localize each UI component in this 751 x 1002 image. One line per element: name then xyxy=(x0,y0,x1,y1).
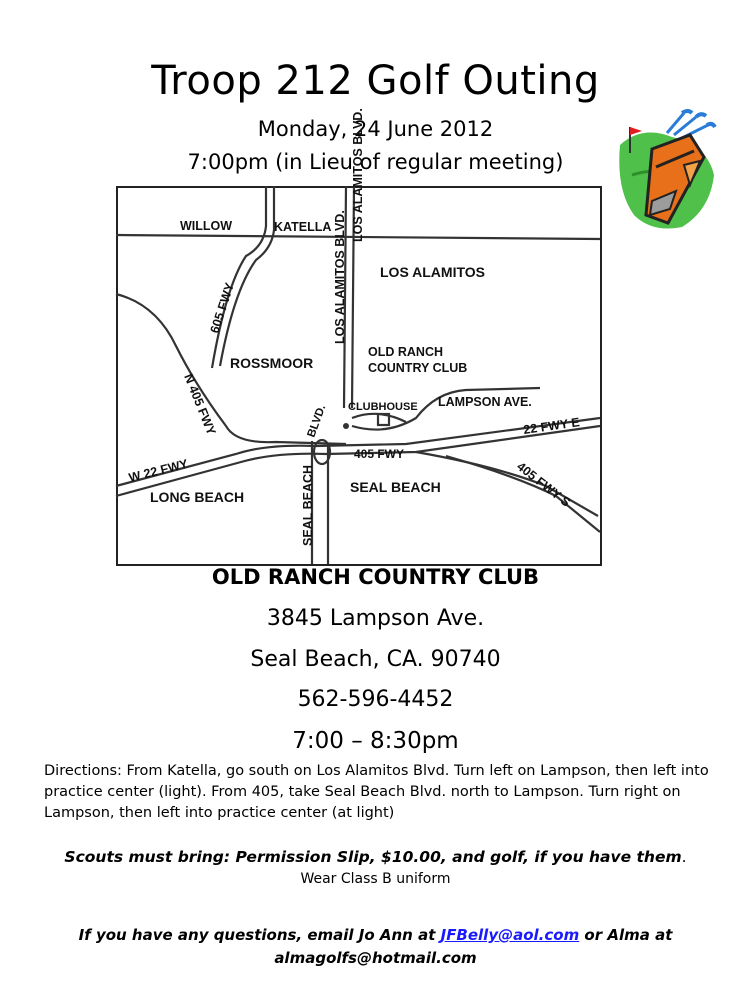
contact-prefix: If you have any questions, email Jo Ann at xyxy=(78,926,441,944)
map-label-605-fwy: 605 FWY xyxy=(207,281,237,335)
map-label-lampson: LAMPSON AVE. xyxy=(438,395,532,409)
map-label-long-beach: LONG BEACH xyxy=(150,489,245,505)
map-label-los-alamitos-blvd-2: LOS ALAMITOS BLVD. xyxy=(333,210,347,344)
map-label-rossmoor: ROSSMOOR xyxy=(230,355,314,371)
venue-name: OLD RANCH COUNTRY CLUB xyxy=(211,565,540,589)
venue-address-line2: Seal Beach, CA. 90740 xyxy=(250,647,501,672)
map-label-w22-fwy: W 22 FWY xyxy=(127,456,190,485)
map-label-blvd: BLVD. xyxy=(305,403,329,440)
email-alma: almagolfs@hotmail.com xyxy=(274,949,477,967)
map-label-katella: KATELLA xyxy=(274,220,332,234)
map-label-old-ranch: OLD RANCH xyxy=(368,345,443,359)
map-label-22-fwy-e: 22 FWY E xyxy=(522,415,581,437)
map-label-los-alamitos: LOS ALAMITOS xyxy=(380,264,485,280)
map-label-willow: WILLOW xyxy=(180,219,233,233)
map-label-los-alamitos-blvd: LOS ALAMITOS BLVD. xyxy=(351,108,365,242)
map-label-seal-beach: SEAL BEACH xyxy=(350,479,441,495)
golf-bag-clipart-icon xyxy=(612,105,722,235)
bring-list xyxy=(0,848,751,866)
map-label-405-fwy-s: 405 FWY S xyxy=(514,459,573,510)
page-title: Troop 212 Golf Outing xyxy=(151,58,600,104)
directions-text: Directions: From Katella, go south on Los Alamitos Blvd. Turn left on Lampson, then left into practice center (light). From 405, take Seal Beach Blvd. north to Lampson. Turn right on Lampson, then left into practice center (at light) xyxy=(44,763,709,821)
map-label-country-club: COUNTRY CLUB xyxy=(368,361,468,375)
event-date: Monday, 24 June 2012 xyxy=(257,117,494,141)
venue-hours: 7:00 – 8:30pm xyxy=(292,728,459,754)
map-label-clubhouse: CLUBHOUSE xyxy=(348,401,418,413)
email-link-joann[interactable]: JFBelly@aol.com xyxy=(440,926,580,944)
contact-info xyxy=(60,924,691,970)
bring-end: . xyxy=(681,848,687,866)
venue-phone: 562-596-4452 xyxy=(297,687,454,712)
venue-address-line1: 3845 Lampson Ave. xyxy=(266,606,485,631)
map-label-405-fwy: 405 FWY xyxy=(354,447,405,461)
contact-middle: or Alma at xyxy=(579,926,673,944)
map-label-seal-beach-blvd: SEAL BEACH xyxy=(301,464,315,546)
event-time: 7:00pm (in Lieu of regular meeting) xyxy=(187,150,564,174)
bring-text: Scouts must bring: Permission Slip, $10.00, and golf, if you have them xyxy=(64,848,682,866)
map-label-n405-fwy: N 405 FWY xyxy=(181,371,219,438)
uniform-note: Wear Class B uniform xyxy=(300,871,451,887)
